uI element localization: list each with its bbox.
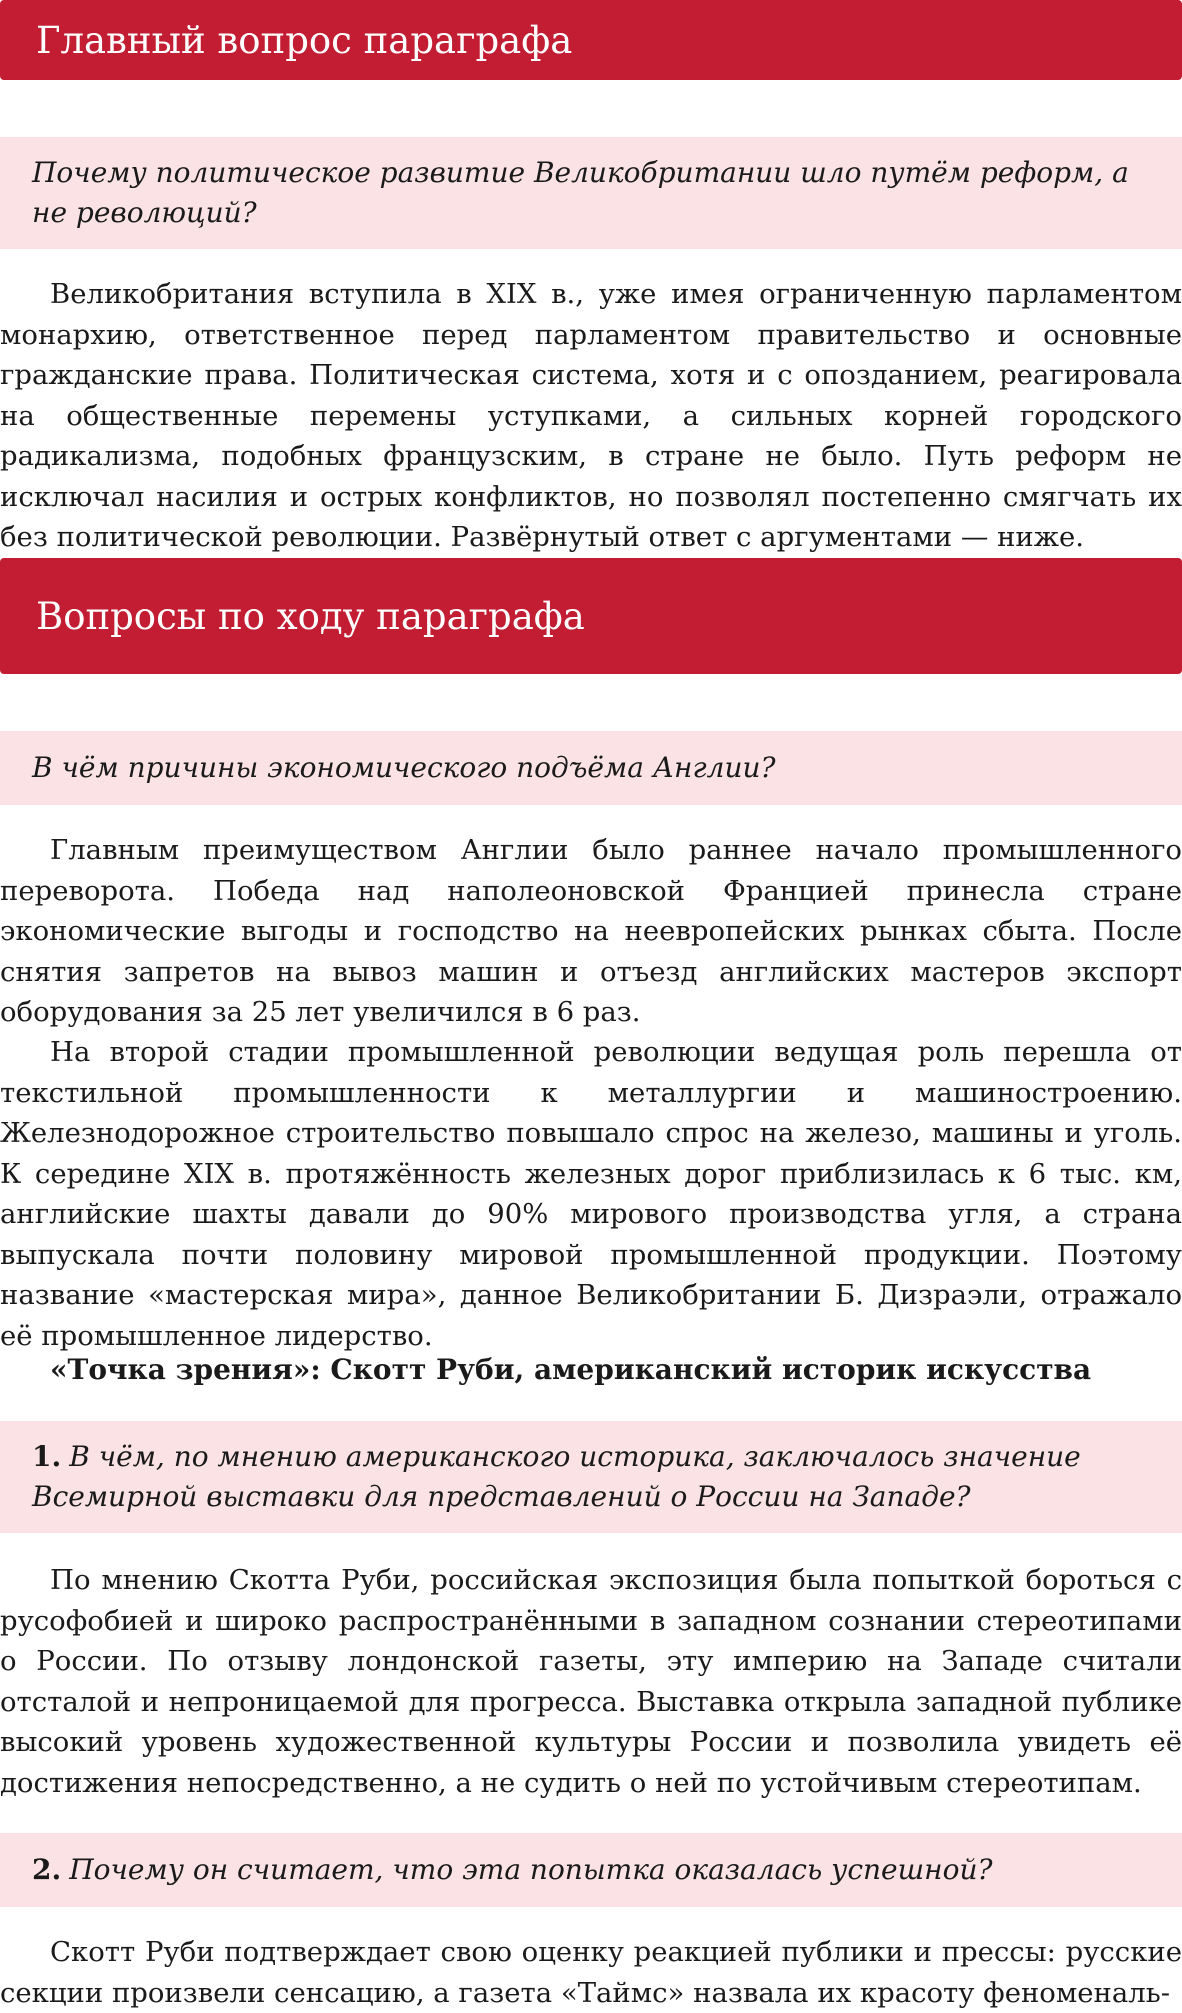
main-question-answer: Великобритания вступила в XIX в., уже имея ограниченную парламентом монархию, ответственное перед парламентом правительство и основные гражданские права. Политическая система, хотя и с опозданием, реагировала на общественные перемены уступками, а сильных корней городского радикализма, подобных французским, в стране не было. Путь реформ не исключал насилия и острых конфликтов, но позволял постепенно смягчать их без политической революции. Развёрнутый ответ с аргументами — ниже.: [0, 278, 1182, 553]
progress-questions-heading: [0, 558, 1182, 674]
main-question-text: Почему политическое развитие Великобритании шло путём реформ, а не революций?: [32, 156, 1129, 229]
main-question-heading: [0, 0, 1182, 80]
viewpoint-answer-1: По мнению Скотта Руби, российская экспозиция была попыткой бороться с русофобией и широко распространёнными в западном сознании стереотипами о России. По отзыву лондонской газеты, эту империю на Западе считали отсталой и непроницаемой для прогресса. Выставка открыла западной публике высокий уровень художественной культуры России и позволила увидеть её достижения непосредственно, а не судить о ней по устойчивым стереотипам.: [0, 1564, 1182, 1799]
viewpoint-heading: «Точка зрения»: Скотт Руби, американский историк искусства: [50, 1353, 1092, 1386]
progress-questions-heading-text: Вопросы по ходу параграфа: [36, 594, 585, 638]
progress-question-box: [0, 731, 1182, 805]
progress-answer-paragraph-1: Главным преимуществом Англии было раннее начало промышленного переворота. Победа над наполеоновской Францией принесла стране экономические выгоды и господство на неевропейских рынках сбыта. После снятия запретов на вывоз машин и отъезд английских мастеров экспорт оборудования за 25 лет увеличился в 6 раз.: [0, 834, 1182, 1028]
viewpoint-question-text-1: В чём, по мнению американского историка, заключалось значение Всемирной выставки для представлений о России на Западе?: [32, 1440, 1081, 1513]
viewpoint-question-text-2: Почему он считает, что эта попытка оказалась успешной?: [69, 1853, 993, 1886]
viewpoint-question-number-2: 2.: [32, 1853, 62, 1886]
viewpoint-answer-2: Скотт Руби подтверждает свою оценку реакцией публики и прессы: русские секции произвели сенсацию, а газета «Таймс» назвала их красоту феноменаль-: [0, 1936, 1182, 2009]
main-question-heading-text: Главный вопрос параграфа: [36, 18, 573, 62]
main-question-box: [0, 137, 1182, 249]
progress-answer-paragraph-2: На второй стадии промышленной революции ведущая роль перешла от текстильной промышленности к металлургии и машиностроению. Железнодорожное строительство повышало спрос на железо, машины и уголь. К середине XIX в. протяжённость железных дорог приблизилась к 6 тыс. км, английские шахты давали до 90% мирового производства угля, а страна выпускала почти половину мировой промышленной продукции. Поэтому название «мастерская мира», данное Великобритании Б. Дизраэли, отражало её промышленное лидерство.: [0, 1036, 1182, 1352]
progress-question-text: В чём причины экономического подъёма Англии?: [32, 751, 776, 784]
viewpoint-question-number-1: 1.: [32, 1440, 62, 1473]
viewpoint-question-box-2: [0, 1833, 1182, 1907]
viewpoint-question-box-1: [0, 1421, 1182, 1533]
